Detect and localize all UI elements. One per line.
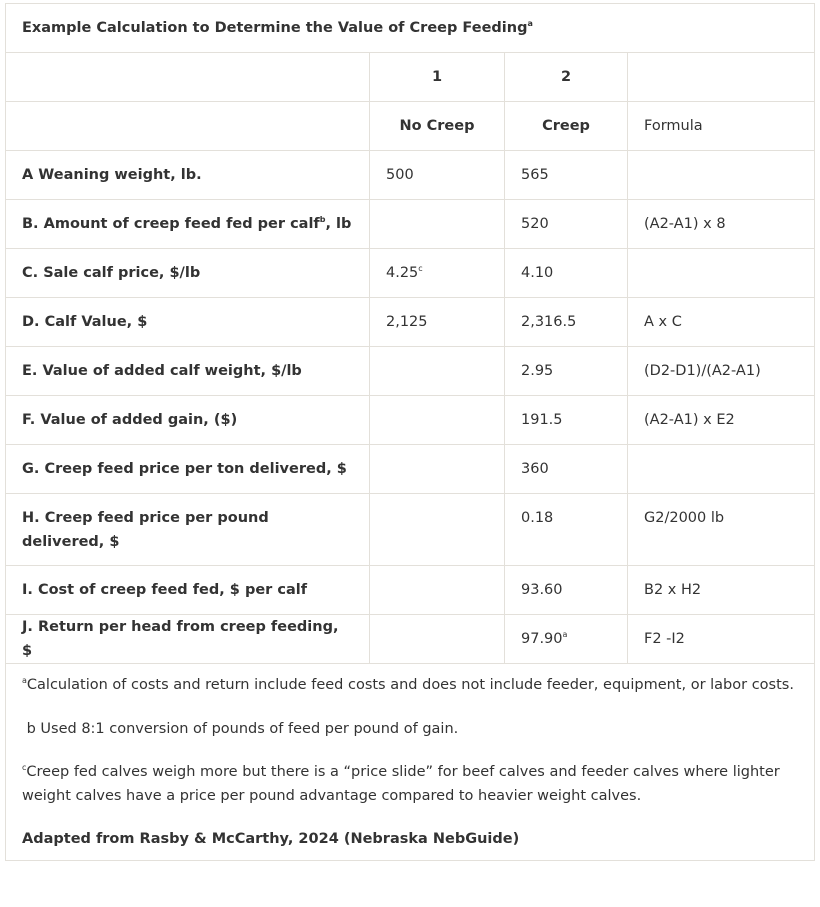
no-creep-value: 500 [386, 167, 414, 183]
formula-cell: A x C [628, 298, 815, 347]
row-label: E. Value of added calf weight, $/lb [22, 363, 302, 379]
no-creep-value-footnote-marker: c [418, 264, 423, 274]
row-label: I. Cost of creep feed fed, $ per calf [22, 582, 308, 598]
no-creep-value-cell [370, 151, 505, 200]
formula-cell [628, 249, 815, 298]
creep-value: 0.18 [521, 510, 554, 526]
header-number-cell: 1 [370, 53, 505, 102]
no-creep-value-cell [370, 396, 505, 445]
no-creep-value-cell [370, 249, 505, 298]
formula-cell: (A2-A1) x E2 [628, 396, 815, 445]
creep-value: 191.5 [521, 412, 563, 428]
creep-value-cell [505, 347, 628, 396]
source-citation: Adapted from Rasby & McCarthy, 2024 (Nebraska NebGuide) [22, 831, 520, 847]
header-number-row [6, 53, 815, 102]
creep-value: 2.95 [521, 363, 554, 379]
footnote-c [22, 761, 798, 808]
table-row [6, 494, 815, 566]
row-label: A Weaning weight, lb. [22, 167, 202, 183]
header-label-formula: Formula [628, 102, 815, 151]
table-row [6, 249, 815, 298]
creep-value-cell [505, 615, 628, 664]
row-label: F. Value of added gain, ($) [22, 412, 238, 428]
creep-value: 360 [521, 461, 549, 477]
table-row [6, 200, 815, 249]
formula-cell [628, 445, 815, 494]
creep-value-cell [505, 566, 628, 615]
table-row [6, 151, 815, 200]
no-creep-value-cell [370, 200, 505, 249]
row-label-cell [6, 249, 370, 298]
formula-cell: (D2-D1)/(A2-A1) [628, 347, 815, 396]
creep-value-cell [505, 249, 628, 298]
table-row [6, 566, 815, 615]
header-number-cell: 2 [505, 53, 628, 102]
row-label-cell [6, 298, 370, 347]
table-title-text: Example Calculation to Determine the Value of Creep Feeding [22, 20, 528, 36]
notes-cell [6, 664, 815, 861]
notes-row [6, 664, 815, 861]
row-label-cell [6, 445, 370, 494]
creep-feeding-table [5, 3, 815, 861]
creep-value: 93.60 [521, 582, 563, 598]
header-number-cell [6, 53, 370, 102]
creep-value: 4.10 [521, 265, 554, 281]
table-title-row [6, 4, 815, 53]
creep-value: 97.90 [521, 631, 563, 647]
row-label-suffix: , lb [325, 216, 352, 232]
row-label: H. Creep feed price per pound delivered, $ [22, 510, 269, 550]
creep-value-cell [505, 298, 628, 347]
header-number-cell [628, 53, 815, 102]
table-row [6, 347, 815, 396]
row-label-cell [6, 566, 370, 615]
row-label-cell [6, 151, 370, 200]
creep-value: 520 [521, 216, 549, 232]
row-label-footnote-marker: b [319, 215, 326, 225]
table-row [6, 396, 815, 445]
creep-value-cell [505, 200, 628, 249]
formula-cell: (A2-A1) x 8 [628, 200, 815, 249]
creep-value-cell [505, 445, 628, 494]
footnote-a-text: Calculation of costs and return include feed costs and does not include feeder, equipment, or labor costs. [26, 677, 794, 693]
no-creep-value: 4.25 [386, 265, 419, 281]
creep-value-cell [505, 151, 628, 200]
footnote-c-text: Creep fed calves weigh more but there is a “price slide” for beef calves and feeder calves where lighter weight calves have a price per pound advantage compared to heavier weight calves. [22, 764, 780, 804]
no-creep-value-cell [370, 494, 505, 566]
formula-cell: F2 -I2 [628, 615, 815, 664]
row-label: D. Calf Value, $ [22, 314, 148, 330]
formula-cell [628, 151, 815, 200]
no-creep-value-cell [370, 615, 505, 664]
footnote-c-marker: c [22, 763, 27, 773]
creep-feeding-table-wrapper [5, 3, 814, 861]
header-label-no-creep: No Creep [370, 102, 505, 151]
no-creep-value-cell [370, 445, 505, 494]
row-label-cell [6, 494, 370, 566]
row-label-cell [6, 615, 370, 664]
table-row [6, 445, 815, 494]
creep-value-cell [505, 396, 628, 445]
row-label: G. Creep feed price per ton delivered, $ [22, 461, 347, 477]
footnote-b: b Used 8:1 conversion of pounds of feed per pound of gain. [22, 720, 459, 737]
row-label: B. Amount of creep feed fed per calf [22, 216, 320, 232]
table-title-footnote-marker: a [527, 19, 533, 29]
header-label-row [6, 102, 815, 151]
table-row [6, 298, 815, 347]
creep-value: 2,316.5 [521, 314, 577, 330]
header-label-creep: Creep [505, 102, 628, 151]
formula-cell: G2/2000 lb [628, 494, 815, 566]
table-row [6, 615, 815, 664]
row-label-cell [6, 347, 370, 396]
row-label: J. Return per head from creep feeding, $ [22, 619, 339, 659]
no-creep-value-cell [370, 298, 505, 347]
creep-value-footnote-marker: a [562, 630, 568, 640]
footnote-a [22, 674, 798, 698]
no-creep-value-cell [370, 347, 505, 396]
no-creep-value-cell [370, 566, 505, 615]
creep-value: 565 [521, 167, 549, 183]
header-label-cell [6, 102, 370, 151]
footnote-a-marker: a [22, 676, 27, 686]
row-label: C. Sale calf price, $/lb [22, 265, 201, 281]
row-label-cell [6, 396, 370, 445]
table-title [6, 4, 815, 53]
creep-value-cell [505, 494, 628, 566]
formula-cell: B2 x H2 [628, 566, 815, 615]
no-creep-value: 2,125 [386, 314, 428, 330]
row-label-cell [6, 200, 370, 249]
